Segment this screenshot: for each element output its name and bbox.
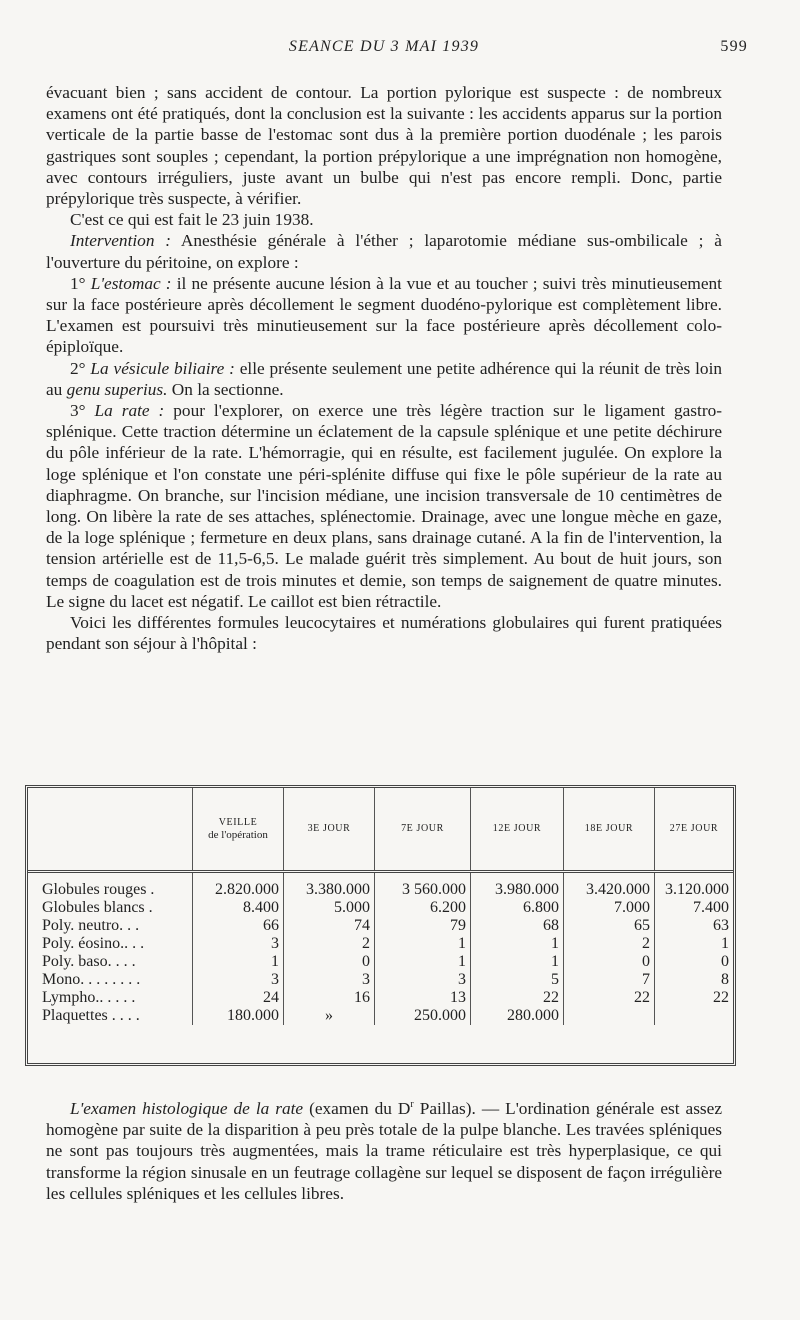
table-cell: 68 [471,917,564,935]
table-cell: 7 [564,971,655,989]
table-cell: 0 [655,953,734,971]
table-cell: 22 [471,989,564,1007]
page [46,38,748,654]
header-cell-empty [28,788,193,872]
table-cell: 6.200 [375,899,471,917]
table-cell: 250.000 [375,1007,471,1025]
table-cell: 3 [193,971,284,989]
table-cell: 3 [375,971,471,989]
body-text [46,82,722,654]
intervention-paragraph: Intervention : Anesthésie générale à l'éther ; laparotomie médiane sus-ombilicale ; à l'ouverture du péritoine, on explore : [46,231,722,272]
table-cell: 0 [284,953,375,971]
table-cell: 180.000 [193,1007,284,1025]
row-label: Poly. baso. . . . [42,953,136,970]
histology-section [46,1098,722,1204]
header-cell: 3E JOUR [284,788,375,872]
voici-paragraph: Voici les différentes formules leucocytaires et numérations globulaires qui furent pratiquées pendant son séjour à l'hôpital : [46,613,722,654]
table-cell: 74 [284,917,375,935]
table-row [28,935,733,953]
table-cell: 8 [655,971,734,989]
paragraph: évacuant bien ; sans accident de contour. La portion pylorique est suspecte : de nombreux examens ont été pratiqués, dont la conclusion est la suivante : les accidents apparus sur la portion verticale de la partie basse de l'estomac sont dus à la première portion duodénale ; les parois gastriques sont souples ; cependant, la portion prépylorique a une imprégnation non homogène, avec contours irréguliers, juste avant un bulbe qui n'est pas encore rempli. Donc, partie prépylorique très suspecte, à vérifier. [46,83,722,209]
item-rate: 3° La rate : pour l'explorer, on exerce une très légère traction sur le ligament gastro-splénique. Cette traction détermine un éclatement de la capsule splénique et une petite déchirure du pôle inférieur de la rate. L'hémorragie, qui en résulte, est facilement jugulée. On explore la loge splénique et l'on constate une péri-splénite diffuse qui fixe le pôle supérieur de la rate au diaphragme. On branche, sur l'incision médiane, une incision transversale de 10 centimètres de long. On libère la rate de ses attaches, splénectomie. Drainage, avec une longue mèche en gaze, de la loge splénique ; fermeture en deux plans, sans drainage cutané. A la fin de l'intervention, la tension artérielle est de 11,5-6,5. Le malade guérit très simplement. Au bout de huit jours, son temps de coagulation est de trois minutes et demie, son temps de saignement de quatre minutes. Le signe du lacet est négatif. Le caillot est bien rétractile. [46,401,722,611]
table-row [28,899,733,917]
table-cell: 13 [375,989,471,1007]
table-cell: » [284,1007,375,1025]
table-cell: 16 [284,989,375,1007]
table-cell: 2 [284,935,375,953]
row-label: Mono. . . . . . . . [42,971,141,988]
table-cell: 1 [375,935,471,953]
table-header-row [28,788,733,872]
table-body [28,872,733,1026]
table-cell: 65 [564,917,655,935]
row-label: Poly. neutro. . . [42,917,140,934]
running-header [46,38,748,62]
table-cell [655,1007,734,1025]
page-number: 599 [720,38,748,55]
table-cell: 280.000 [471,1007,564,1025]
row-label: Poly. éosino.. . . [42,935,145,952]
item-vesicule: 2° La vésicule biliaire : elle présente seulement une petite adhérence qui la réunit de très loin au genu superius. On la sectionne. [46,358,723,399]
table-cell [564,1007,655,1025]
table-cell: 7.000 [564,899,655,917]
table-cell: 7.400 [655,899,734,917]
table-cell: 79 [375,917,471,935]
table-cell: 2.820.000 [193,872,284,900]
table-cell: 5 [471,971,564,989]
row-label: Lympho.. . . . . [42,989,136,1006]
table-row [28,1007,733,1025]
table-cell: 0 [564,953,655,971]
table-cell: 3 560.000 [375,872,471,900]
table-cell: 22 [655,989,734,1007]
paragraph: C'est ce qui est fait le 23 juin 1938. [70,210,314,230]
table-cell: 1 [375,953,471,971]
table-cell: 3.120.000 [655,872,734,900]
row-label: Globules blancs . [42,899,153,916]
table-cell: 3.380.000 [284,872,375,900]
table-cell: 22 [564,989,655,1007]
table-row [28,989,733,1007]
header-cell: 12E JOUR [471,788,564,872]
table-row [28,971,733,989]
blood-count-table [25,785,736,1066]
intervention-label: Intervention : [70,231,172,251]
item-estomac: 1° L'estomac : il ne présente aucune lésion à la vue et au toucher ; suivi très minutieusement sur la face postérieure après décollement le segment duodéno-pylorique est complètement libre. L'examen est poursuivi très minutieusement sur la face postérieure après décollement colo-épiploïque. [46,273,722,357]
table-cell: 3.420.000 [564,872,655,900]
table-cell: 1 [193,953,284,971]
header-title: SEANCE DU 3 MAI 1939 [288,38,480,55]
table-cell: 8.400 [193,899,284,917]
table-cell: 3 [284,971,375,989]
table-row [28,953,733,971]
header-cell: 27E JOUR [655,788,734,872]
table-row [28,872,733,900]
table-cell: 24 [193,989,284,1007]
table-cell: 6.800 [471,899,564,917]
header-cell: 7E JOUR [375,788,471,872]
histology-paragraph: L'examen histologique de la rate (examen du $D^r$ Paillas). — L'ordination générale est assez homogène par suite de la disparition à peu près totale de la pulpe blanche. Les travées spléniques ne sont pas toujours très augmentées, mais la trame réticulaire est très hyperplasique, ce qui transforme la région sinusale en un feutrage collagène sur lequel se disposent de façon irrégulière les cellules spléniques et les cellules libres. [46,1099,722,1203]
table-cell: 1 [655,935,734,953]
table-cell: 3 [193,935,284,953]
table-cell: 63 [655,917,734,935]
row-label: Globules rouges . [42,881,155,898]
table-cell: 1 [471,953,564,971]
header-cell: VEILLE de l'opération [193,788,284,872]
table-cell: 3.980.000 [471,872,564,900]
header-cell: 18E JOUR [564,788,655,872]
table-cell: 66 [193,917,284,935]
row-label: Plaquettes . . . . [42,1007,140,1024]
table-cell: 1 [471,935,564,953]
table-cell: 5.000 [284,899,375,917]
table-cell: 2 [564,935,655,953]
table-row [28,917,733,935]
